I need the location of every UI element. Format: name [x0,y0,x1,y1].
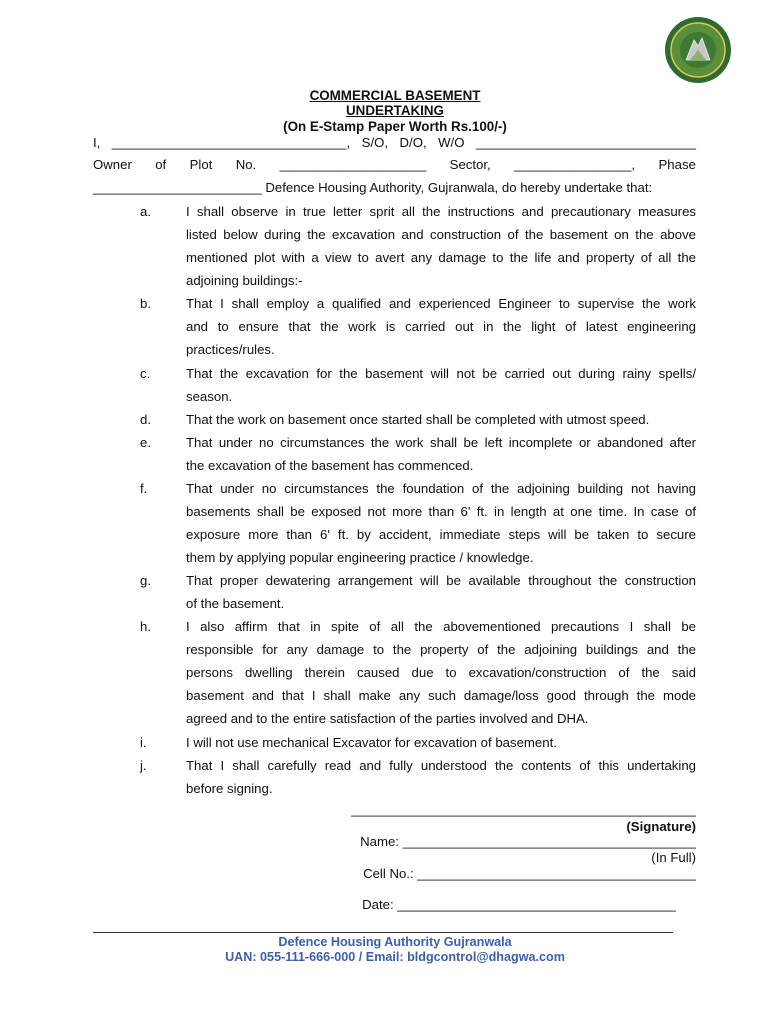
item-c-line: That the excavation for the basement will not be carried out during rainy spells/ [186,366,696,381]
item-g-line: That proper dewatering arrangement will be available throughout the construction [186,573,696,588]
item-b-line: and to ensure that the work is carried out in the light of latest engineering [186,319,696,334]
item-e-line: the excavation of the basement has commenced. [186,458,474,473]
item-label-e: e. [140,435,151,450]
footer-divider [93,932,673,933]
footer-contact: UAN: 055-111-666-000 / Email: bldgcontrol@dhagwa.com [225,950,565,964]
item-f-line: exposure more than 6' ft. by accident, immediate steps will be taken to secure [186,527,696,542]
item-h-line: responsible for any damage to the property of the adjoining buildings and the [186,642,696,657]
item-a-line: I shall observe in true letter sprit all the instructions and precautionary measures [186,204,696,219]
dha-seal-logo [664,16,732,84]
document-title: COMMERCIAL BASEMENT [309,88,481,103]
in-full-note: (In Full) [651,850,696,865]
item-h-line: agreed and to the entire satisfaction of the parties involved and DHA. [186,711,589,726]
cell-number-field: Cell No.: ______________________________________ [363,866,696,881]
item-a-line: listed below during the excavation and construction of the basement on the above [186,227,696,242]
document-subtitle: UNDERTAKING [346,103,444,118]
item-label-c: c. [140,366,151,381]
intro-word: Owner [93,157,132,172]
item-b-line: practices/rules. [186,342,275,357]
item-label-i: i. [140,735,147,750]
item-label-h: h. [140,619,151,634]
stamp-paper-note: (On E-Stamp Paper Worth Rs.100/-) [283,119,507,134]
item-g-line: of the basement. [186,596,285,611]
name-field: Name: ________________________________________ [360,834,696,849]
intro-word: Phase [658,157,696,172]
intro-line-1: I, ________________________________, S/O, D/O, W/O ______________________________ [93,135,696,150]
item-e-line: That under no circumstances the work shall be left incomplete or abandoned after [186,435,696,450]
item-f-line: basements shall be exposed not more than 6' ft. in length at one time. In case of [186,504,696,519]
plot-number-blank: ____________________ [279,157,427,172]
item-i-line: I will not use mechanical Excavator for excavation of basement. [186,735,557,750]
item-b-line: That I shall employ a qualified and experienced Engineer to supervise the work [186,296,696,311]
item-a-line: adjoining buildings:- [186,273,303,288]
item-h-line: persons dwelling therein caused due to excavation/construction of the said [186,665,696,680]
intro-word: Plot [189,157,213,172]
item-label-f: f. [140,481,148,496]
item-f-line: them by applying popular engineering practice / knowledge. [186,550,534,565]
date-field: Date: ______________________________________ [362,897,676,912]
item-h-line: basement and that I shall make any such damage/loss good through the mode [186,688,696,703]
footer-organization: Defence Housing Authority Gujranwala [278,935,512,949]
sector-blank: ________________, [514,157,636,172]
item-label-b: b. [140,296,151,311]
item-label-d: d. [140,412,151,427]
item-d-line: That the work on basement once started shall be completed with utmost speed. [186,412,650,427]
intro-line-3: _______________________ Defence Housing Authority, Gujranwala, do hereby undertake that: [93,180,653,195]
item-label-j: j. [140,758,147,773]
item-c-line: season. [186,389,233,404]
intro-line-2 [93,157,696,172]
signature-label: (Signature) [626,819,696,834]
intro-word: of [155,157,167,172]
intro-word: Sector, [449,157,491,172]
item-h-line: I also affirm that in spite of all the abovementioned precautions I shall be [186,619,696,634]
item-label-g: g. [140,573,151,588]
item-label-a: a. [140,204,151,219]
item-f-line: That under no circumstances the foundation of the adjoining building not having [186,481,696,496]
signature-line: _______________________________________________ [351,802,696,817]
intro-word: No. [235,157,257,172]
item-j-line: That I shall carefully read and fully understood the contents of this undertaking [186,758,696,773]
item-a-line: mentioned plot with a view to avert any damage to the life and property of all the [186,250,696,265]
item-j-line: before signing. [186,781,273,796]
